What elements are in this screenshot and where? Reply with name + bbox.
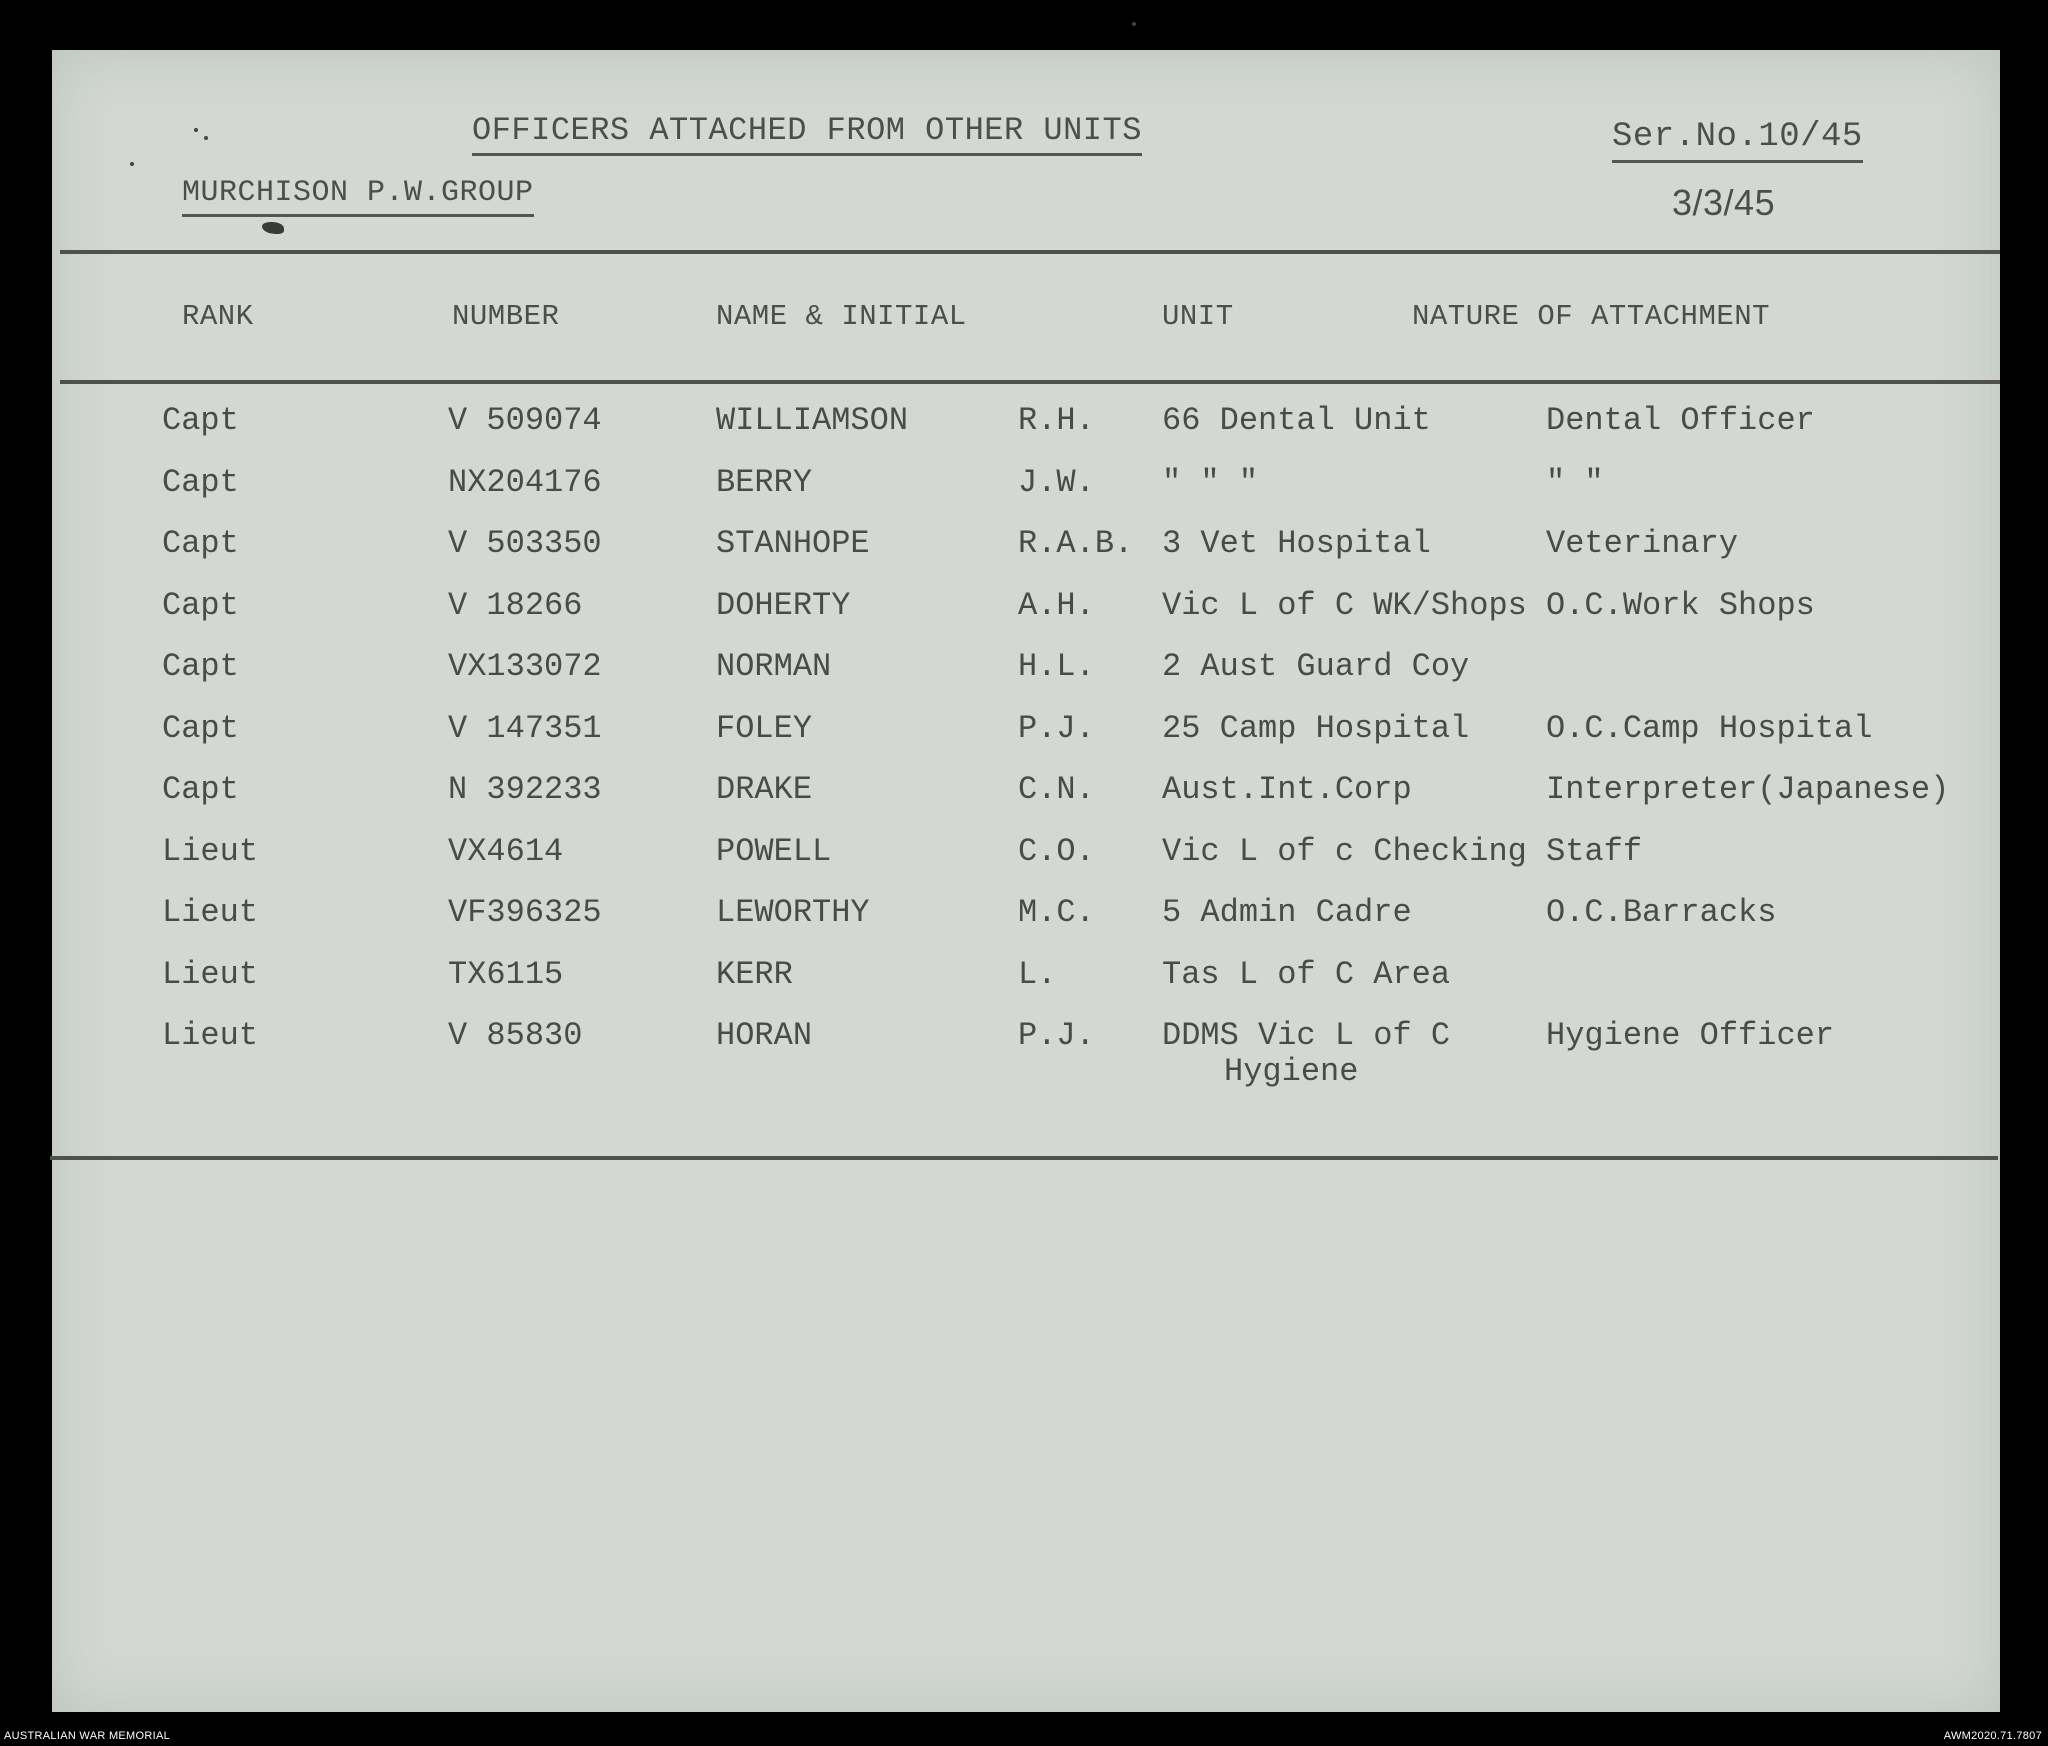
- ink-speck: [130, 162, 134, 166]
- cell-initial: L.: [1018, 955, 1057, 993]
- cell-unit: " " ": [1162, 463, 1259, 501]
- cell-unit: 25 Camp Hospital: [1162, 709, 1470, 747]
- ink-speck: [204, 136, 208, 140]
- cell-name: NORMAN: [716, 648, 832, 685]
- document-date: 3/3/45: [1672, 182, 1776, 223]
- footer-reference: AWM2020.71.7807: [1943, 1730, 2042, 1742]
- cell-name: KERR: [716, 955, 793, 993]
- cell-initial: R.A.B.: [1018, 525, 1134, 562]
- ink-blot: [262, 222, 284, 234]
- header-number: NUMBER: [452, 300, 560, 333]
- cell-initial: J.W.: [1018, 463, 1095, 501]
- cell-nature: Dental Officer: [1546, 402, 1815, 439]
- cell-rank: Lieut: [162, 832, 259, 870]
- cell-nature: Interpreter(Japanese): [1546, 771, 1950, 808]
- cell-initial: R.H.: [1018, 402, 1095, 439]
- cell-number: TX6115: [448, 955, 564, 993]
- cell-name: HORAN: [716, 1017, 813, 1054]
- ink-speck: [194, 128, 198, 132]
- cell-rank: Lieut: [162, 955, 259, 993]
- cell-initial: C.O.: [1018, 832, 1095, 870]
- cell-nature: Veterinary: [1546, 525, 1739, 562]
- cell-unit: 66 Dental Unit: [1162, 402, 1431, 439]
- cell-rank: Capt: [162, 771, 239, 808]
- cell-initial: M.C.: [1018, 894, 1095, 931]
- cell-initial: A.H.: [1018, 586, 1095, 624]
- cell-unit-line2: Hygiene: [1224, 1053, 1359, 1090]
- cell-rank: Capt: [162, 586, 239, 624]
- cell-initial: P.J.: [1018, 709, 1095, 747]
- cell-number: V 85830: [448, 1017, 583, 1054]
- footer-institution: AUSTRALIAN WAR MEMORIAL: [4, 1730, 171, 1742]
- cell-unit: Vic L of C WK/Shops: [1162, 586, 1527, 624]
- cell-nature: " ": [1546, 463, 1604, 501]
- cell-name: BERRY: [716, 463, 813, 501]
- cell-name: LEWORTHY: [716, 894, 870, 931]
- cell-unit: Tas L of C Area: [1162, 955, 1451, 993]
- cell-rank: Capt: [162, 709, 239, 747]
- cell-nature: Hygiene Officer: [1546, 1017, 1835, 1054]
- cell-name: WILLIAMSON: [716, 402, 909, 439]
- header-name: NAME & INITIAL: [716, 300, 967, 333]
- cell-unit: 3 Vet Hospital: [1162, 525, 1431, 562]
- header-unit: UNIT: [1162, 300, 1234, 333]
- cell-rank: Capt: [162, 525, 239, 562]
- cell-unit: 2 Aust Guard Coy: [1162, 648, 1470, 685]
- cell-number: VF396325: [448, 894, 602, 931]
- cell-number: VX133072: [448, 648, 602, 685]
- document-sheet: [52, 50, 2000, 1712]
- header-bottom-rule: [60, 380, 2000, 384]
- document-title: OFFICERS ATTACHED FROM OTHER UNITS: [472, 112, 1142, 156]
- cell-unit: DDMS Vic L of C: [1162, 1017, 1451, 1054]
- ink-speck: [1132, 22, 1136, 26]
- cell-rank: Lieut: [162, 894, 259, 931]
- cell-nature: O.C.Camp Hospital: [1546, 709, 1873, 747]
- cell-number: V 509074: [448, 402, 602, 439]
- cell-rank: Capt: [162, 648, 239, 685]
- table-bottom-rule: [50, 1156, 1998, 1160]
- cell-unit: Vic L of c Checking Staff: [1162, 832, 1643, 870]
- cell-initial: C.N.: [1018, 771, 1095, 808]
- cell-name: POWELL: [716, 832, 832, 870]
- cell-number: V 18266: [448, 586, 583, 624]
- cell-nature: O.C.Barracks: [1546, 894, 1777, 931]
- cell-name: DOHERTY: [716, 586, 851, 624]
- cell-number: N 392233: [448, 771, 602, 808]
- cell-number: NX204176: [448, 463, 602, 501]
- cell-number: VX4614: [448, 832, 564, 870]
- cell-number: V 503350: [448, 525, 602, 562]
- header-nature: NATURE OF ATTACHMENT: [1412, 300, 1771, 333]
- serial-number: Ser.No.10/45: [1612, 118, 1863, 163]
- header-rank: RANK: [182, 300, 254, 333]
- cell-rank: Lieut: [162, 1017, 259, 1054]
- cell-name: FOLEY: [716, 709, 813, 747]
- cell-unit: 5 Admin Cadre: [1162, 894, 1412, 931]
- group-name: MURCHISON P.W.GROUP: [182, 176, 534, 217]
- cell-unit: Aust.Int.Corp: [1162, 771, 1412, 808]
- cell-number: V 147351: [448, 709, 602, 747]
- cell-rank: Capt: [162, 463, 239, 501]
- cell-name: DRAKE: [716, 771, 813, 808]
- header-top-rule: [60, 250, 2000, 254]
- cell-name: STANHOPE: [716, 525, 870, 562]
- cell-rank: Capt: [162, 402, 239, 439]
- cell-initial: H.L.: [1018, 648, 1095, 685]
- cell-nature: O.C.Work Shops: [1546, 586, 1815, 624]
- cell-initial: P.J.: [1018, 1017, 1095, 1054]
